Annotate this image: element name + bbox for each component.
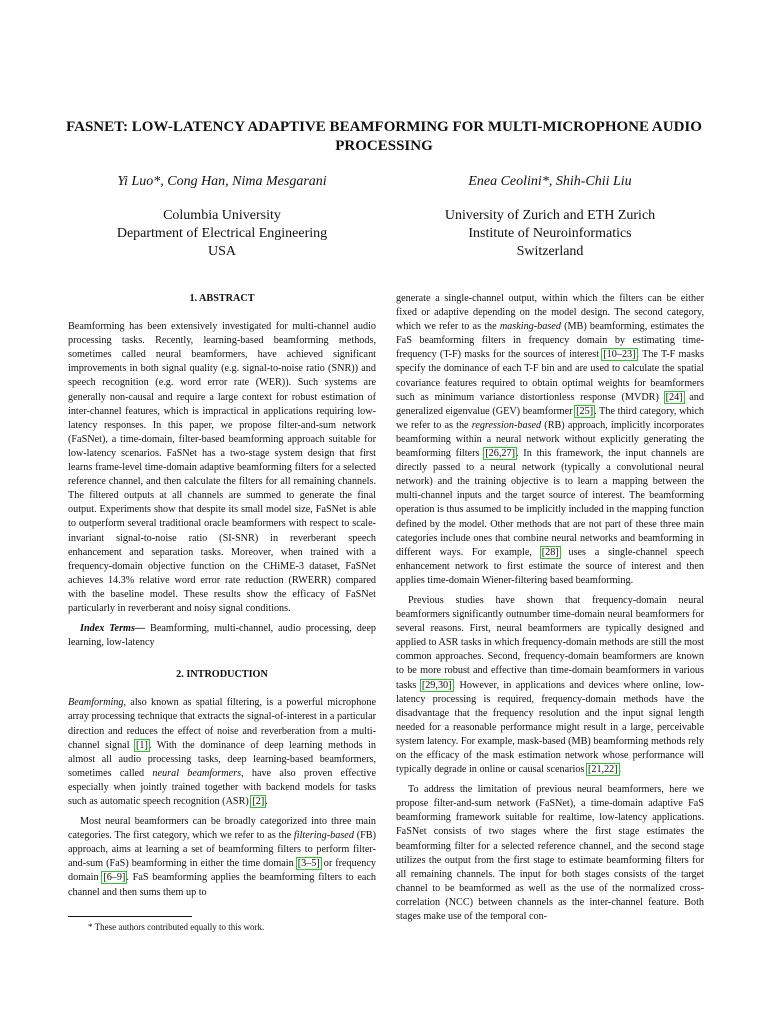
text-run: .	[265, 796, 268, 807]
citation-link[interactable]: [10–23]	[603, 349, 636, 361]
text-run: . FaS beamforming applies the beamforming filters to each channel and then sums them up to	[68, 872, 377, 898]
footnote	[68, 916, 376, 933]
index-terms-label: Index Terms—	[80, 623, 146, 635]
text-run: and generalized eigenvalue (GEV) beamformer	[396, 391, 704, 417]
affiliation-left	[68, 207, 376, 261]
affiliation-line: Switzerland	[516, 244, 584, 259]
authors-left: Yi Luo*, Cong Han, Nima Mesgarani	[117, 174, 327, 189]
citation-link[interactable]: [1]	[136, 739, 148, 751]
emphasis: masking-based	[499, 321, 561, 333]
text-run: or frequency domain	[68, 858, 376, 884]
index-terms-text: Beamforming, multi-channel, audio processing, deep learning, low-latency	[68, 623, 376, 649]
text-run: generate a single-channel output, within which the filters can be either fixed or adaptive depending on the model design. The second category, which we refer to as the	[396, 293, 704, 333]
emphasis: regression-based	[471, 419, 542, 431]
citation-link[interactable]: [6–9]	[103, 872, 126, 884]
authors-right: Enea Ceolini*, Shih-Chii Liu	[468, 174, 632, 189]
text-run: (FB) approach, aims at learning a set of beamforming filters to perform filter-and-sum (FaS) beamforming in either the time domain	[68, 830, 376, 870]
affiliation-line: USA	[207, 244, 236, 259]
footnote-text: * These authors contributed equally to this work.	[88, 922, 265, 932]
intro-paragraph-1	[68, 696, 376, 809]
affiliation-line: Institute of Neuroinformatics	[468, 226, 632, 241]
affiliation-line: University of Zurich and ETH Zurich	[444, 208, 656, 223]
text-run: , also known as spatial filtering, is a powerful microphone array processing technique that extracts the signal-of-interest in a particular direction and reduces the effect of noise and reverberation from a multi-channel signal	[68, 697, 376, 751]
text-run: (MB) beamforming, estimates the FaS beamforming filters in frequency domain by estimating time-frequency (T-F) masks for the sources of interest	[396, 321, 704, 361]
text-run: . In this framework, the input channels are directly passed to a neural network (typically a convolutional neural network) and the training objective is to learn a mapping between the multi-channel inputs and the target source of interest. The beamforming operation is thus assumed to be implicitly included in the mapping function defined by the model. Other methods that are not part of these three main categories include ones that combine neural networks and beamforming in different ways. For example,	[396, 448, 704, 558]
emphasis: Beamforming	[68, 697, 124, 709]
text-run: uses a single-channel speech enhancement network to first estimate the source of interest and then applies time-domain Wiener-filtering based beamforming.	[396, 546, 704, 586]
emphasis: neural beamformers	[152, 767, 242, 779]
affiliation-right	[396, 207, 704, 261]
citation-link[interactable]: [21,22]	[587, 764, 618, 776]
abstract-heading: 1. ABSTRACT	[189, 293, 255, 304]
right-paragraph-3: To address the limitation of previous neural beamformers, here we propose filter-and-sum network (FaSNet), a time-domain adaptive FaS beamforming framework suitable for realtime, low-latency applications. FaSNet consists of two stages where the first stage estimates the beamforming filter for a selected reference channel, and the second stage utilizes the output from the first stage to estimate beamforming filters for all remaining channels. The input for both stages consists of the target channel to be beamformed as well as the use of the normalized cross-correlation (NCC) between channels as the inter-channel feature. Both stages make use of the temporal con-	[396, 784, 704, 923]
citation-link[interactable]: [24]	[665, 391, 683, 403]
footnote-rule	[68, 916, 192, 917]
text-run: . The T-F masks specify the dominance of each T-F bin and are used to calculate the spatial covariance features required to obtain optimal weights for beamformers such as minimum variance distortionless response (MVDR)	[396, 349, 704, 403]
text-run: (RB) approach, implicitly incorporates beamforming within a neural network without explicitly generating the beamforming filters	[396, 419, 704, 460]
text-run: . However, in applications and devices where online, low-latency processing is required, frequency-domain methods have the disadvantage that the frequency resolution and the input signal length needed for a reasonable performance might result in a large, perceivable system latency. For example, mask-based (MB) beamforming methods rely on the efficacy of the mask estimation network whose performance will typically degrade in online or causal scenarios	[396, 679, 704, 776]
introduction-heading: 2. INTRODUCTION	[176, 669, 268, 681]
citation-link[interactable]: [3–5]	[297, 858, 320, 870]
citation-link[interactable]: [28]	[541, 546, 559, 558]
citation-link[interactable]: [2]	[252, 796, 265, 807]
paper-title: FASNET: LOW-LATENCY ADAPTIVE BEAMFORMING FOR MULTI-MICROPHONE AUDIO PROCESSING	[66, 119, 702, 154]
citation-link[interactable]: [26,27]	[485, 448, 515, 460]
right-paragraph-1	[396, 292, 704, 588]
right-paragraph-2	[396, 594, 704, 777]
abstract-text: Beamforming has been extensively investigated for multi-channel audio processing tasks. Recently, learning-based beamforming methods, sometimes called neural beamformers, have achieved significant improvements in both signal quality (e.g. signal-to-noise ratio (SNR)) and speech recognition (e.g. word error rate (WER)). Such systems are generally non-causal and require a large context for robust estimation of inter-channel features, which is impractical in applications requiring low-latency responses. In this paper, we propose filter-and-sum network (FaSNet), a time-domain, filter-based beamforming approach suitable for low-latency scenarios. FaSNet has a two-stage system design that first learns frame-level time-domain adaptive beamforming filters for a selected reference channel, and then calculate the filters for all remaining channels. The filtered outputs at all channels are summed to generate the final output. Experiments show that despite its small model size, FaSNet is able to outperform several traditional oracle beamformers with respect to scale-invariant signal-to-noise ratio (SI-SNR) in reverberant speech enhancement and separation tasks. Moreover, when trained with a frequency-domain objective function on the CHiME-3 dataset, FaSNet achieves 14.3% relative word error rate reduction (RWERR) compared with the baseline model. These results show the efficacy of FaSNet particularly in reverberant and noisy signal conditions.	[68, 321, 376, 614]
index-terms	[68, 622, 376, 650]
citation-link[interactable]: [29,30]	[421, 679, 452, 691]
affiliation-line: Department of Electrical Engineering	[116, 226, 328, 241]
text-run: Most neural beamformers can be broadly categorized into three main categories. The first category, which we refer to as the	[68, 816, 376, 842]
affiliation-line: Columbia University	[163, 208, 281, 223]
right-column	[396, 292, 704, 924]
text-run: .	[618, 764, 622, 776]
left-column	[68, 292, 376, 900]
text-run: . With the dominance of deep learning methods in almost all audio processing tasks, deep learning-based beamformers, sometimes called	[68, 739, 376, 779]
text-run: Previous studies have shown that frequency-domain neural beamformers significantly outnumber time-domain neural beamformers for several reasons. First, neural beamformers are typically designed and applied to ASR tasks in which frequency-domain methods are still the most common approaches. Second, frequency-domain beamformers are known to be more robust and effective than time-domain beamformers in various tasks	[396, 594, 704, 691]
emphasis: filtering-based	[293, 830, 354, 842]
text-run: . The third category, which we refer to as the	[396, 405, 704, 431]
intro-paragraph-2	[68, 815, 376, 900]
citation-link[interactable]: [25]	[576, 405, 594, 417]
text-run: , have also proven effective especially when jointly trained together with backend models for tasks such as automatic speech recognition (ASR)	[68, 767, 376, 807]
